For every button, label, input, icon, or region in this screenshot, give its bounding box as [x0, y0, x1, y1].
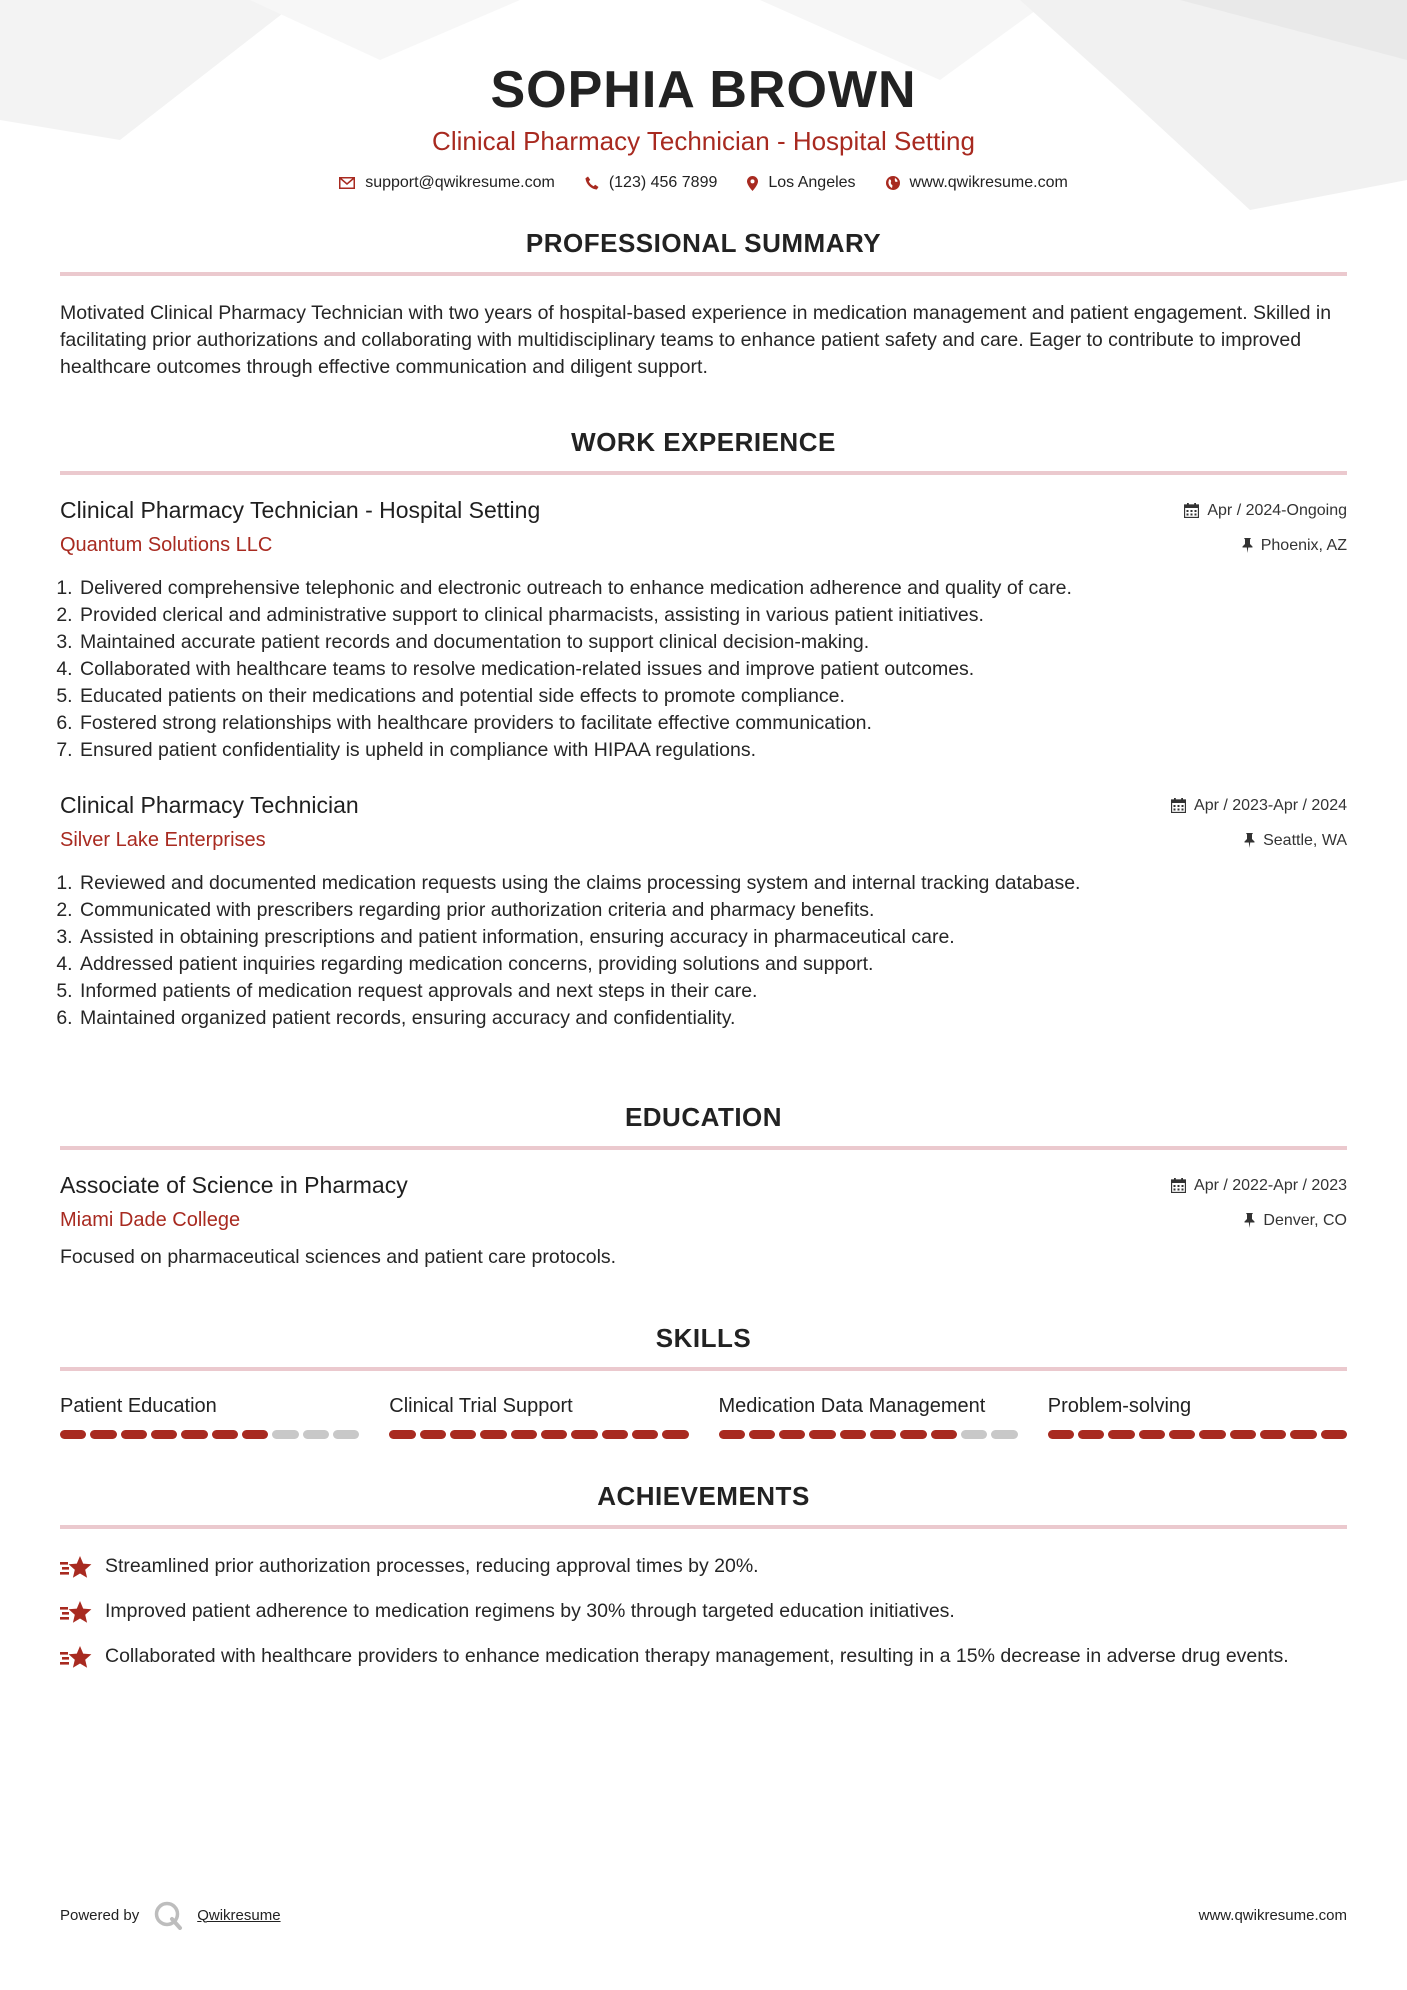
- skill-segment-filled: [632, 1430, 658, 1439]
- qwikresume-logo-icon: [153, 1900, 183, 1930]
- skill-segment-filled: [602, 1430, 628, 1439]
- skill-segment-filled: [389, 1430, 415, 1439]
- job-date: [1171, 797, 1347, 815]
- skill-segment-filled: [121, 1430, 147, 1439]
- skill-segment-filled: [181, 1430, 207, 1439]
- job-title: Clinical Pharmacy Technician: [60, 792, 359, 818]
- phone-text: (123) 456 7899: [608, 174, 718, 191]
- section-divider: [60, 1525, 1347, 1529]
- envelope-icon: [339, 177, 355, 189]
- section-divider: [60, 272, 1347, 276]
- skills-grid: [60, 1395, 1347, 1439]
- skill-segment-filled: [541, 1430, 567, 1439]
- skill-name: Patient Education: [60, 1395, 217, 1417]
- skill-segment-filled: [90, 1430, 116, 1439]
- skill-segment-filled: [60, 1430, 86, 1439]
- job-entry: [60, 792, 1347, 1032]
- skill-segment-filled: [1108, 1430, 1134, 1439]
- contact-website[interactable]: [886, 174, 1068, 192]
- skill-segment-filled: [1139, 1430, 1165, 1439]
- duty-item: 5. Educated patients on their medications and potential side effects to promote compliance.: [78, 683, 1347, 710]
- education-date-text: Apr / 2022-Apr / 2023: [1194, 1176, 1347, 1194]
- education-entry: [60, 1172, 1347, 1269]
- calendar-icon: [1171, 1178, 1186, 1193]
- section-divider: [60, 1367, 1347, 1371]
- candidate-name: SOPHIA BROWN: [490, 61, 917, 119]
- school-name: Miami Dade College: [60, 1209, 241, 1231]
- summary-text: Motivated Clinical Pharmacy Technician with two years of hospital-based experience in medication management and patient engagement. Skilled in facilitating prior authorizations and collaborating with multidisciplinary teams to enhance patient safety and care. Eager to contribute to improved healthcare outcomes through effective communication and diligent support.: [60, 302, 1332, 378]
- skill-rating: [719, 1430, 1018, 1439]
- skill-segment-filled: [1290, 1430, 1316, 1439]
- duty-item: 2. Provided clerical and administrative support to clinical pharmacists, assisting in various patient initiatives.: [78, 602, 1347, 629]
- pushpin-icon: [1244, 1213, 1255, 1228]
- brand-link[interactable]: Qwikresume: [197, 1906, 281, 1924]
- education-location-text: Denver, CO: [1263, 1211, 1347, 1229]
- job-entry: [60, 497, 1347, 764]
- skill-rating: [60, 1430, 359, 1439]
- skill-segment-filled: [719, 1430, 745, 1439]
- job-location-text: Phoenix, AZ: [1260, 536, 1347, 554]
- education-location: [1244, 1212, 1347, 1230]
- pushpin-icon: [1244, 833, 1255, 848]
- skill-segment-empty: [991, 1430, 1017, 1439]
- skill-segment-filled: [900, 1430, 926, 1439]
- phone-icon: [585, 176, 599, 190]
- achievement-text: Collaborated with healthcare providers to enhance medication therapy management, resulting in a 15% decrease in adverse drug events.: [105, 1645, 1289, 1667]
- section-heading: ACHIEVEMENTS: [597, 1481, 810, 1511]
- skill-segment-filled: [242, 1430, 268, 1439]
- job-location: [1244, 832, 1347, 850]
- skill-item: [60, 1395, 359, 1439]
- achievements-section: [60, 1479, 1347, 1671]
- contact-email[interactable]: [339, 174, 555, 192]
- duty-item: 1. Delivered comprehensive telephonic and electronic outreach to enhance medication adherence and quality of care.: [78, 575, 1347, 602]
- job-date-text: Apr / 2024-Ongoing: [1207, 501, 1347, 519]
- skill-segment-filled: [1048, 1430, 1074, 1439]
- section-heading: PROFESSIONAL SUMMARY: [525, 228, 882, 258]
- section-divider: [60, 1146, 1347, 1150]
- section-heading: WORK EXPERIENCE: [571, 427, 836, 457]
- skill-name: Medication Data Management: [718, 1395, 986, 1417]
- achievement-text: Streamlined prior authorization processes, reducing approval times by 20%.: [105, 1555, 759, 1577]
- skill-segment-filled: [480, 1430, 506, 1439]
- job-date: [1184, 502, 1347, 520]
- education-section: [60, 1100, 1347, 1269]
- skill-rating: [1048, 1430, 1347, 1439]
- skill-name: Clinical Trial Support: [389, 1395, 573, 1417]
- achievement-item: [60, 1553, 1347, 1581]
- duty-item: 3. Maintained accurate patient records and documentation to support clinical decision-making.: [78, 629, 1347, 656]
- page-footer: [60, 1900, 1347, 1930]
- skill-segment-filled: [571, 1430, 597, 1439]
- achievement-list: [60, 1553, 1347, 1671]
- location-text: Los Angeles: [768, 174, 856, 191]
- skill-segment-filled: [450, 1430, 476, 1439]
- degree-title: Associate of Science in Pharmacy: [60, 1172, 408, 1198]
- powered-by: [60, 1900, 281, 1930]
- skill-segment-filled: [151, 1430, 177, 1439]
- skill-segment-filled: [1199, 1430, 1225, 1439]
- skill-item: [389, 1395, 688, 1439]
- contact-location: [747, 174, 855, 192]
- calendar-icon: [1184, 503, 1199, 518]
- skill-segment-filled: [212, 1430, 238, 1439]
- skill-segment-empty: [333, 1430, 359, 1439]
- skill-item: [1048, 1395, 1347, 1439]
- skill-segment-empty: [272, 1430, 298, 1439]
- email-text: support@qwikresume.com: [365, 174, 555, 191]
- experience-section: [60, 425, 1347, 1032]
- skill-segment-filled: [662, 1430, 688, 1439]
- duty-item: 1. Reviewed and documented medication requests using the claims processing system and internal tracking database.: [78, 870, 1347, 897]
- pushpin-icon: [1242, 538, 1253, 553]
- education-description: Focused on pharmaceutical sciences and patient care protocols.: [60, 1246, 617, 1268]
- job-title: Clinical Pharmacy Technician - Hospital Setting: [60, 497, 541, 523]
- skill-segment-filled: [1260, 1430, 1286, 1439]
- skill-segment-filled: [840, 1430, 866, 1439]
- duty-item: 4. Collaborated with healthcare teams to resolve medication-related issues and improve patient outcomes.: [78, 656, 1347, 683]
- job-location-text: Seattle, WA: [1263, 831, 1347, 849]
- section-heading: SKILLS: [655, 1323, 752, 1353]
- calendar-icon: [1171, 798, 1186, 813]
- duty-item: 6. Fostered strong relationships with healthcare providers to facilitate effective communication.: [78, 710, 1347, 737]
- candidate-title: Clinical Pharmacy Technician - Hospital Setting: [432, 126, 975, 156]
- star-award-icon: [60, 1644, 93, 1671]
- duty-item: 4. Addressed patient inquiries regarding medication concerns, providing solutions and support.: [78, 951, 1347, 978]
- footer-website[interactable]: www.qwikresume.com: [1198, 1906, 1347, 1924]
- job-location: [1242, 537, 1347, 555]
- contact-bar: [60, 174, 1347, 192]
- globe-icon: [886, 176, 900, 190]
- resume-header: [60, 0, 1347, 192]
- powered-by-label: Powered by: [60, 1906, 140, 1924]
- skill-rating: [389, 1430, 688, 1439]
- skill-segment-filled: [1169, 1430, 1195, 1439]
- skill-segment-filled: [809, 1430, 835, 1439]
- job-date-text: Apr / 2023-Apr / 2024: [1194, 796, 1347, 814]
- achievement-text: Improved patient adherence to medication regimens by 30% through targeted education initiatives.: [105, 1600, 955, 1622]
- skill-name: Problem-solving: [1047, 1395, 1192, 1417]
- skill-segment-empty: [961, 1430, 987, 1439]
- achievement-item: [60, 1598, 1347, 1626]
- skill-segment-filled: [1078, 1430, 1104, 1439]
- duty-item: 7. Ensured patient confidentiality is upheld in compliance with HIPAA regulations.: [78, 737, 1347, 764]
- duty-list: [60, 575, 1347, 764]
- duty-item: 3. Assisted in obtaining prescriptions and patient information, ensuring accuracy in pharmaceutical care.: [78, 924, 1347, 951]
- star-award-icon: [60, 1554, 93, 1581]
- duty-item: 6. Maintained organized patient records, ensuring accuracy and confidentiality.: [78, 1005, 1347, 1032]
- skill-segment-filled: [1321, 1430, 1347, 1439]
- skill-segment-filled: [1230, 1430, 1256, 1439]
- skill-segment-filled: [749, 1430, 775, 1439]
- skill-segment-filled: [511, 1430, 537, 1439]
- skill-segment-filled: [870, 1430, 896, 1439]
- achievement-item: [60, 1643, 1347, 1671]
- map-pin-icon: [747, 176, 758, 191]
- star-award-icon: [60, 1599, 93, 1626]
- duty-item: 2. Communicated with prescribers regarding prior authorization criteria and pharmacy benefits.: [78, 897, 1347, 924]
- section-heading: EDUCATION: [624, 1102, 783, 1132]
- skill-segment-filled: [931, 1430, 957, 1439]
- summary-section: [60, 226, 1347, 381]
- contact-phone[interactable]: [585, 174, 718, 192]
- skill-segment-filled: [420, 1430, 446, 1439]
- section-divider: [60, 471, 1347, 475]
- company-name: Silver Lake Enterprises: [60, 829, 266, 851]
- education-date: [1171, 1177, 1347, 1195]
- company-name: Quantum Solutions LLC: [60, 534, 273, 556]
- skill-segment-empty: [303, 1430, 329, 1439]
- skill-item: [719, 1395, 1018, 1439]
- skills-section: [60, 1321, 1347, 1439]
- duty-item: 5. Informed patients of medication request approvals and next steps in their care.: [78, 978, 1347, 1005]
- skill-segment-filled: [779, 1430, 805, 1439]
- website-text: www.qwikresume.com: [909, 174, 1068, 191]
- duty-list: [60, 870, 1347, 1032]
